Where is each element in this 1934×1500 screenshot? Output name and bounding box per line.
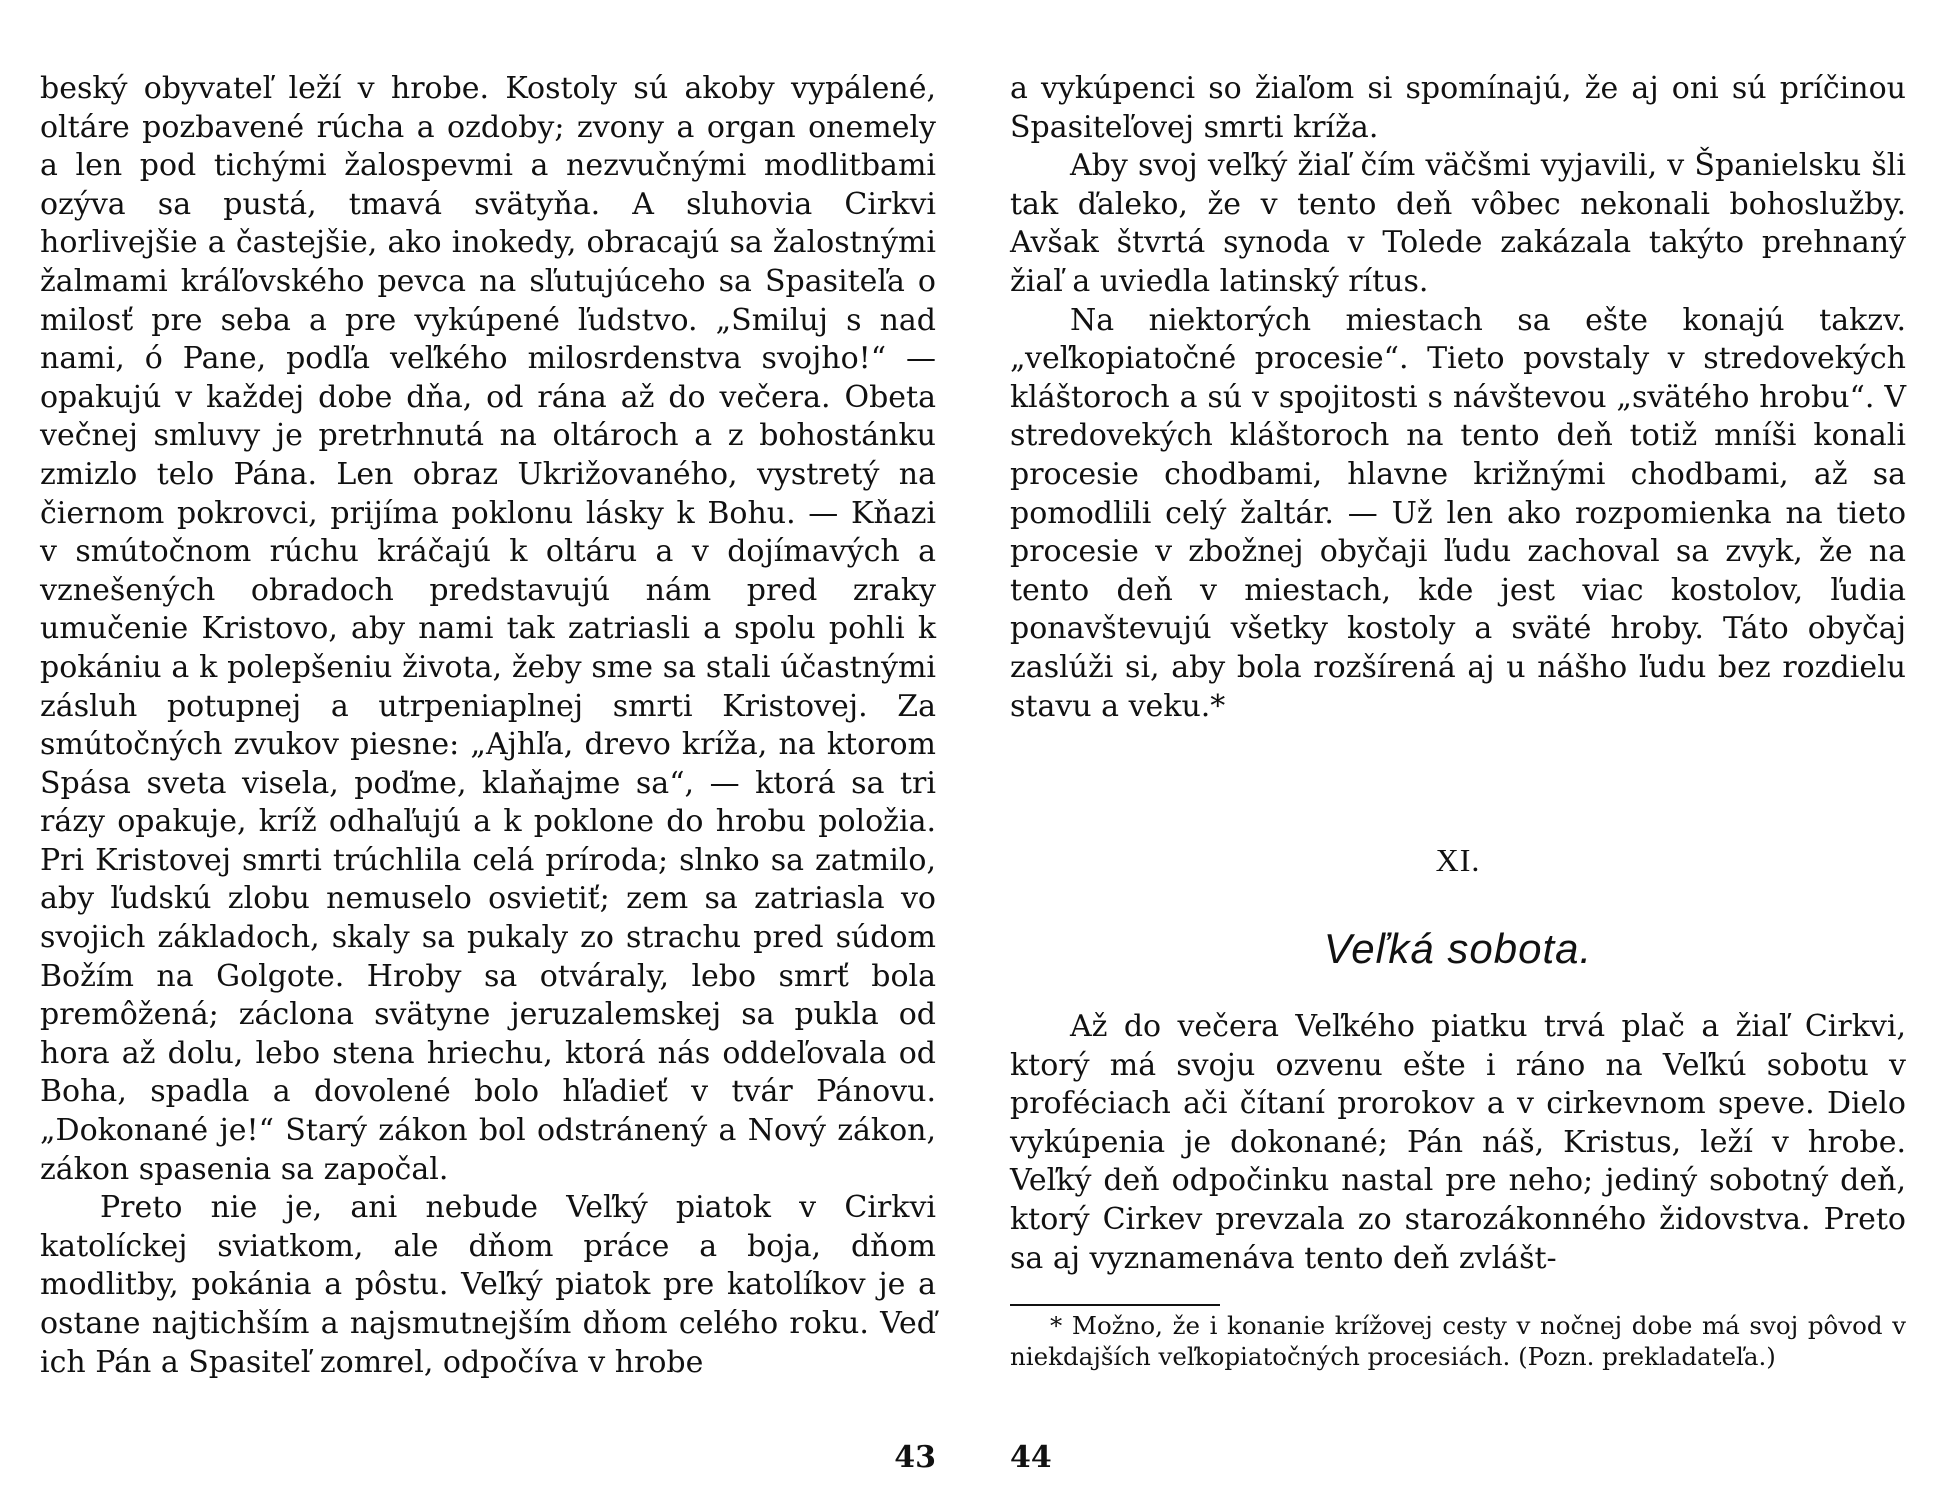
left-paragraph-1: beský obyvateľ leží v hrobe. Kostoly sú akoby vypálené, oltáre pozbavené rúcha a ozdoby; zvony a organ onemely a len pod tichými žalospevmi a nezvučnými modlitbami ozýva sa pustá, tmavá svätyňa. A sluhovia Cirkvi horlivejšie a častejšie, ako inokedy, obracajú sa žalostnými žalmami kráľovského pevca na sľutujúceho sa Spasiteľa o milosť pre seba a pre vykúpené ľudstvo. „Smiluj s nad nami, ó Pane, podľa veľkého milosrdenstva svojho!“ — opakujú v každej dobe dňa, od rána až do večera. Obeta večnej smluvy je pretrhnutá na oltároch a z bohostánku zmizlo telo Pána. Len obraz Ukrižovaného, vystretý na čiernom pokrovci, prijíma poklonu lásky k Bohu. — Kňazi v smútočnom rúchu kráčajú k oltáru a v dojímavých a vznešených obradoch predstavujú nám pred zraky umučenie Kristovo, aby nami tak zatriasli a spolu pohli k pokániu a k polepšeniu života, žeby sme sa stali účastnými zásluh potupnej a utrpeniaplnej smrti Kristovej. Za smútočných zvukov piesne: „Ajhľa, drevo kríža, na ktorom Spása sveta visela, poďme, klaňajme sa“, — ktorá sa tri rázy opakuje, kríž odhaľujú a k poklone do hrobu položia. Pri Kristovej smrti trúchlila celá príroda; slnko sa zatmilo, aby ľudskú zlobu nemuselo osvietiť; zem sa zatriasla vo svojich základoch, skaly sa pukaly zo strachu pred súdom Božím na Golgote. Hroby sa otváraly, lebo smrť bola premôžená; záclona svätyne jeruzalemskej sa pukla od hora až dolu, lebo stena hriechu, ktorá nás oddeľovala od Boha, spadla a dovolené bolo hľadieť v tvár Pánovu. „Dokonané je!“ Starý zákon bol odstránený a Nový zákon, zákon spasenia sa započal. xyxy=(40,71,936,1187)
chapter-paragraph-1: Až do večera Veľkého piatku trvá plač a žiaľ Cirkvi, ktorý má svoju ozvenu ešte i ráno na Veľkú sobotu v proféciach ači čítaní prorokov a v cirkevnom speve. Dielo vykúpenia je dokonané; Pán náš, Kristus, leží v hrobe. Veľký deň odpočinku nastal pre neho; jediný sobotný deň, ktorý Cirkev prevzala zo starozákonného židovstva. Preto sa aj vyznamenáva tento deň zvlášt- xyxy=(1010,1009,1906,1276)
footnote: * Možno, že i konanie krížovej cesty v nočnej dobe má svoj pôvod v niekdajších veľkopiatočných procesiách. (Pozn. prekladateľa.) xyxy=(1010,1311,1906,1371)
right-paragraph-3: Na niektorých miestach sa ešte konajú takzv. „veľkopiatočné procesie“. Tieto povstaly v stredovekých kláštoroch a sú v spojitosti s návštevou „svätého hrobu“. V stredovekých kláštoroch na tento deň totiž mníši konali procesie chodbami, hlavne križnými chodbami, až sa pomodlili celý žaltár. — Už len ako rozpomienka na tieto procesie v zbožnej obyčaji ľudu zachoval sa zvyk, že na tento deň v miestach, kde jest viac kostolov, ľudia ponavštevujú všetky kostoly a sväté hroby. Táto obyčaj zaslúži si, aby bola rozšírená aj u nášho ľudu bez rozdielu stavu a veku.* xyxy=(1010,302,1906,724)
footnote-divider xyxy=(1010,1304,1220,1306)
page-number-left: 43 xyxy=(894,1440,936,1475)
left-page xyxy=(40,0,940,1500)
chapter-title: Veľká sobota. xyxy=(1323,925,1593,972)
right-page-chapter-text xyxy=(1010,1008,1906,1278)
right-paragraph-2: Aby svoj veľký žiaľ čím väčšmi vyjavili, v Španielsku šli tak ďaleko, že v tento deň vôbec nekonali bohoslužby. Avšak štvrtá synoda v Tolede zakázala takýto prehnaný žiaľ a uviedla latinský rítus. xyxy=(1010,148,1906,299)
left-paragraph-2: Preto nie je, ani nebude Veľký piatok v Cirkvi katolíckej sviatkom, ale dňom práce a boja, dňom modlitby, pokánia a pôstu. Veľký piatok pre katolíkov je a ostane najtichším a najsmutnejším dňom celého roku. Veď ich Pán a Spasiteľ zomrel, odpočíva v hrobe xyxy=(40,1190,936,1380)
left-page-text xyxy=(40,70,936,1382)
page-number-right: 44 xyxy=(1010,1440,1052,1475)
right-paragraph-1: a vykúpenci so žiaľom si spomínajú, že aj oni sú príčinou Spasiteľovej smrti kríža. xyxy=(1010,71,1906,145)
chapter-number: XI. xyxy=(1435,842,1481,878)
right-page-top-text xyxy=(1010,70,1906,726)
right-page xyxy=(1010,0,1910,1500)
